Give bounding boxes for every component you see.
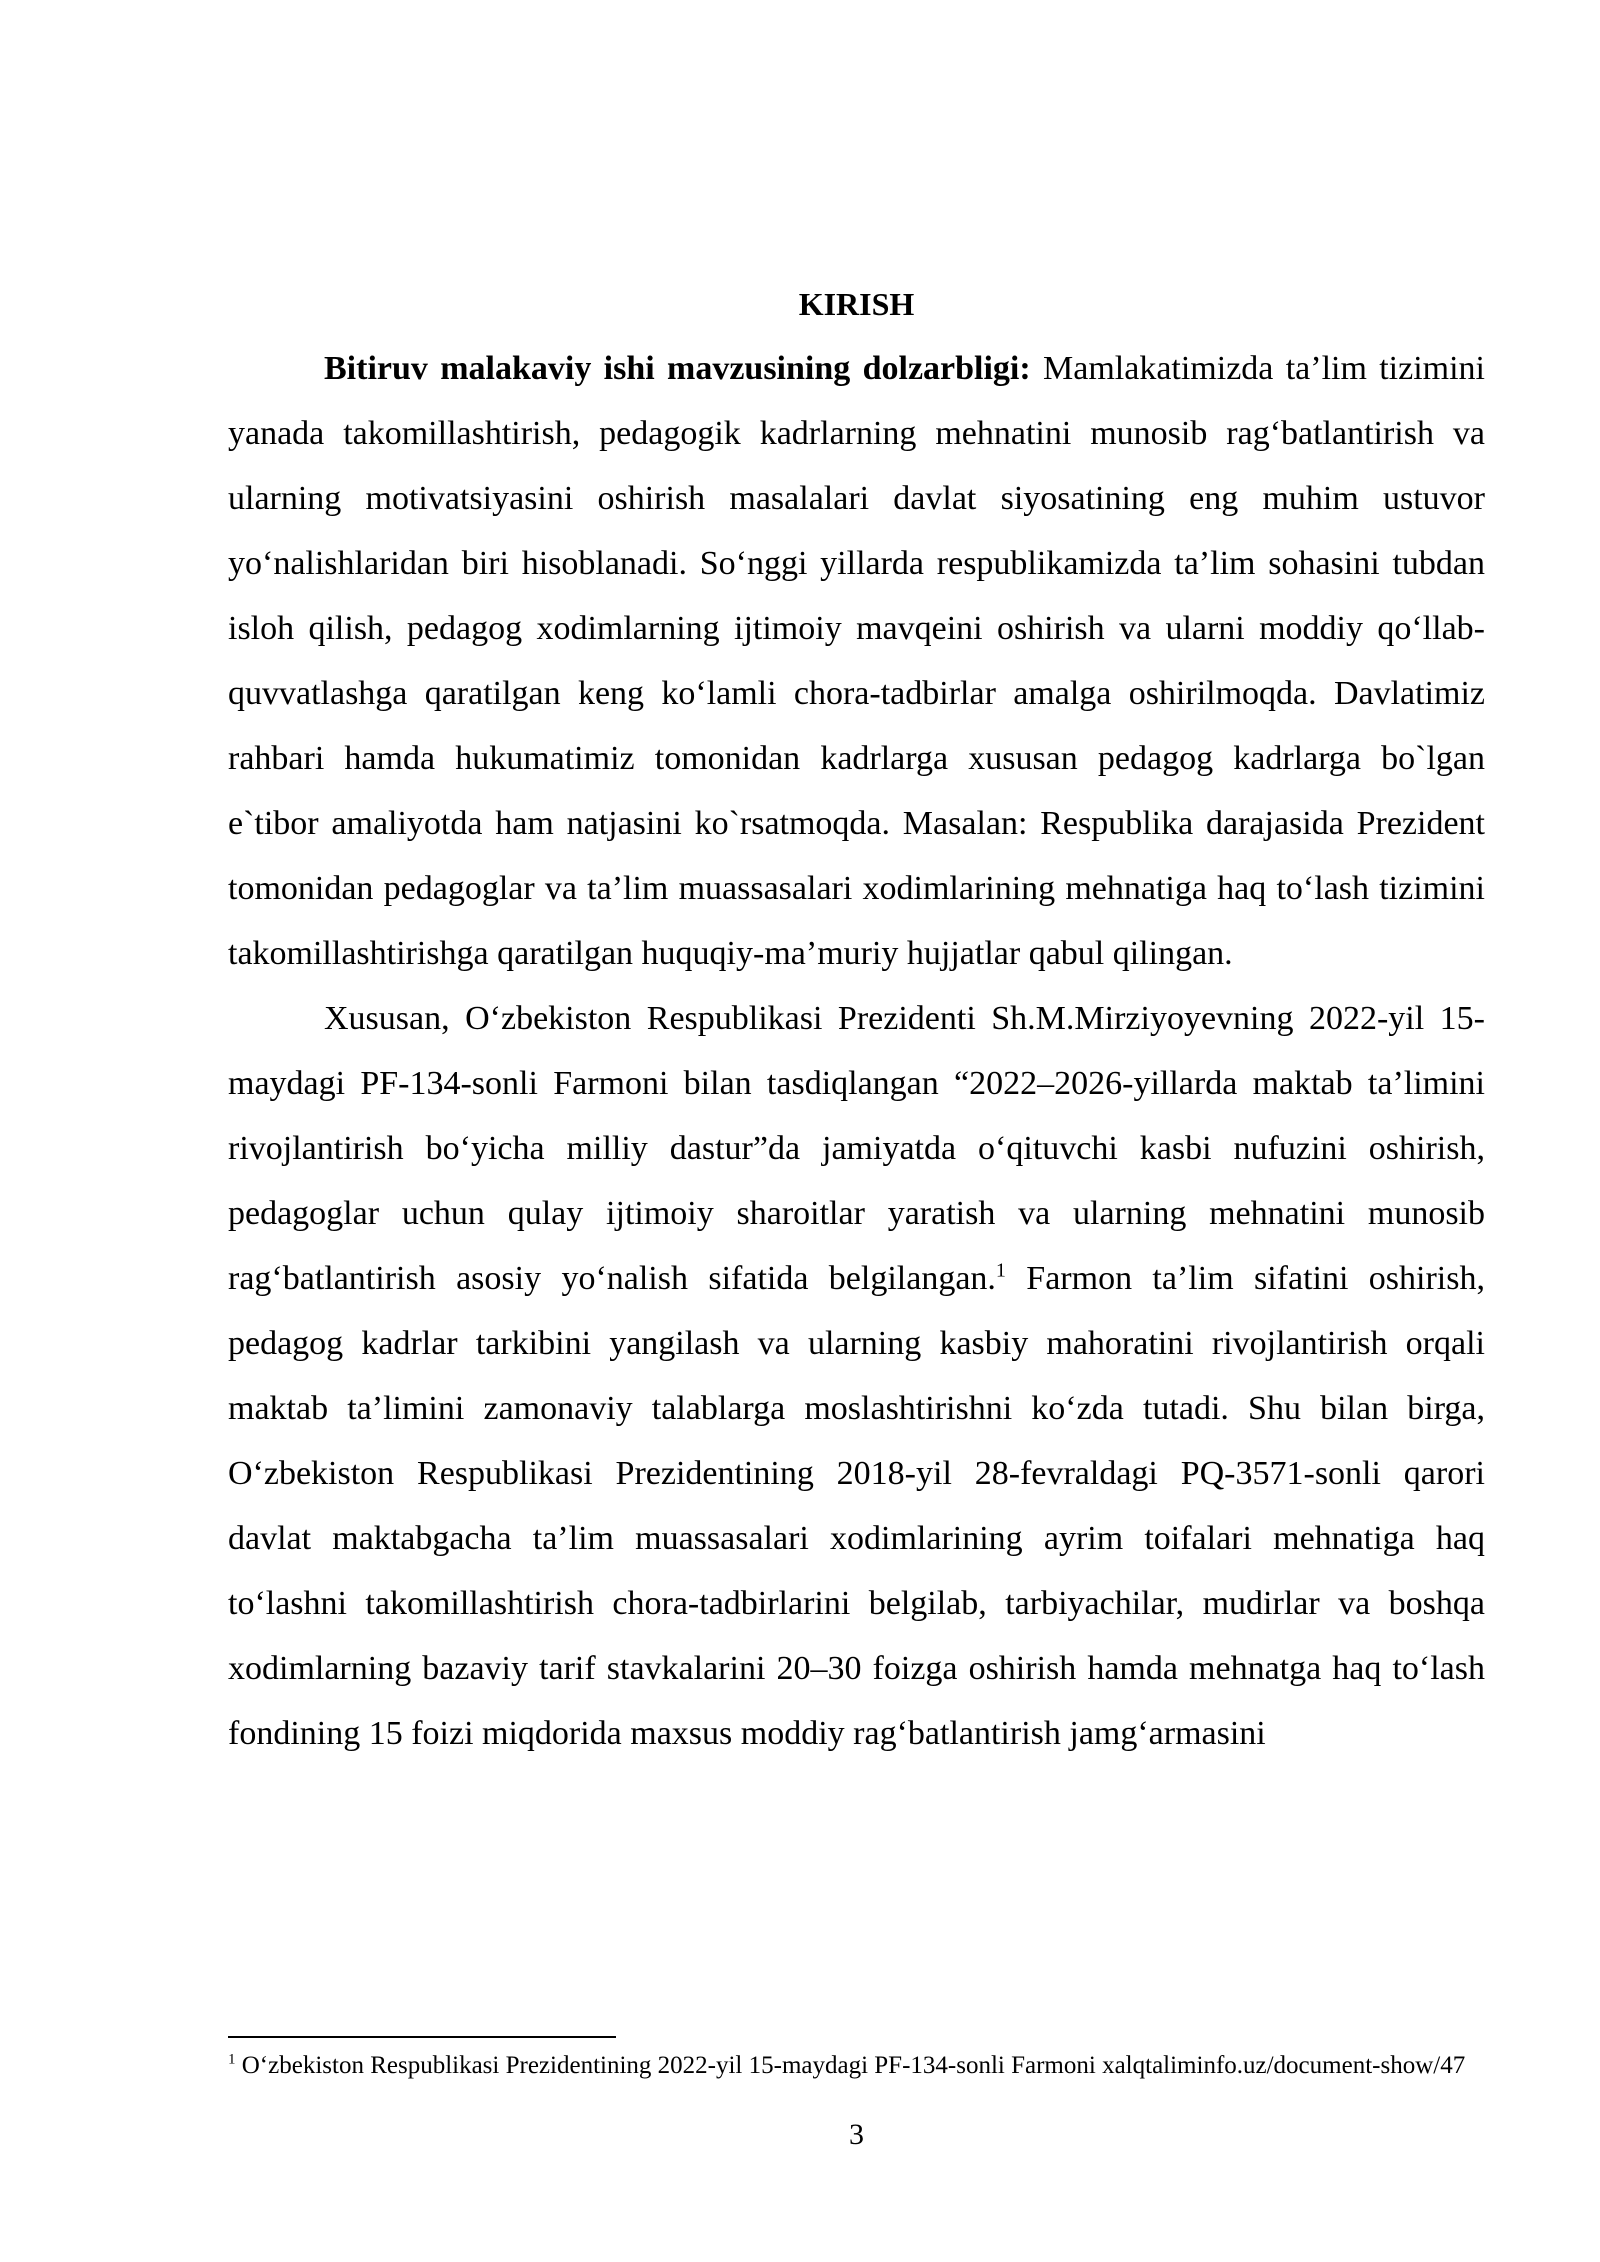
paragraph-text-after-note: Farmon ta’lim sifatini oshirish, pedagog kadrlar tarkibini yangilash va ularning kasbiy mahoratini rivojlantirish orqali maktab ta’limini zamonaviy talablarga moslashtirishni ko‘zda tutadi. Shu bilan birga, O‘zbekiston Respublikasi Prezidentining 2018-yil 28-fevraldagi PQ-3571-sonli qarori davlat maktabgacha ta’lim muassasalari xodimlarining ayrim toifalari mehnatiga haq to‘lashni takomillashtirish chora-tadbirlarini belgilab, tarbiyachilar, mudirlar va boshqa xodimlarning bazaviy tarif stavkalarini 20–30 foizga oshirish hamda mehnatga haq to‘lash fondining 15 foizi miqdorida maxsus moddiy rag‘batlantirish jamg‘armasini <box>228 1260 1485 1752</box>
section-heading: KIRISH <box>798 286 915 322</box>
paragraph-decrees <box>228 986 1485 1766</box>
paragraph-text-before-note: Xususan, O‘zbekiston Respublikasi Prezidenti Sh.M.Mirziyoyevning 2022-yil 15-maydagi PF-134-sonli Farmoni bilan tasdiqlangan “2022–2026-yillarda maktab ta’limini rivojlantirish bo‘yicha milliy dastur”da jamiyatda o‘qituvchi kasbi nufuzini oshirish, pedagoglar uchun qulay ijtimoiy sharoitlar yaratish va ularning mehnatini munosib rag‘batlantirish asosiy yo‘nalish sifatida belgilangan. <box>228 1000 1485 1297</box>
paragraph-text: Mamlakatimizda ta’lim tizimini yanada takomillashtirish, pedagogik kadrlarning mehnatini munosib rag‘batlantirish va ularning motivatsiyasini oshirish masalalari davlat siyosatining eng muhim ustuvor yo‘nalishlaridan biri hisoblanadi. So‘nggi yillarda respublikamizda ta’lim sohasini tubdan isloh qilish, pedagog xodimlarning ijtimoiy mavqeini oshirish va ularni moddiy qo‘llab-quvvatlashga qaratilgan keng ko‘lamli chora-tadbirlar amalga oshirilmoqda. Davlatimiz rahbari hamda hukumatimiz tomonidan kadrlarga xususan pedagog kadrlarga bo`lgan e`tibor amaliyotda ham natjasini ko`rsatmoqda. Masalan: Respublika darajasida Prezident tomonidan pedagoglar va ta’lim muassasalari xodimlarining mehnatiga haq to‘lash tizimini takomillashtirishga qaratilgan huquqiy-ma’muriy hujjatlar qabul qilingan. <box>228 350 1485 972</box>
page-number: 3 <box>849 2118 864 2151</box>
footnote-text: O‘zbekiston Respublikasi Prezidentining 2022-yil 15-maydagi PF-134-sonli Farmoni xalqtaliminfo.uz/document-show/47 <box>235 2052 1466 2079</box>
footnote-separator <box>228 2036 616 2038</box>
document-page <box>228 0 1485 2262</box>
paragraph-lead: Bitiruv malakaviy ishi mavzusining dolzarbligi: <box>324 350 1031 387</box>
footnote-reference[interactable]: 1 <box>995 1259 1006 1282</box>
footnote-number: 1 <box>228 2051 236 2068</box>
body-text <box>228 336 1485 1766</box>
paragraph-relevance <box>228 336 1485 986</box>
footnote <box>228 2050 1485 2081</box>
